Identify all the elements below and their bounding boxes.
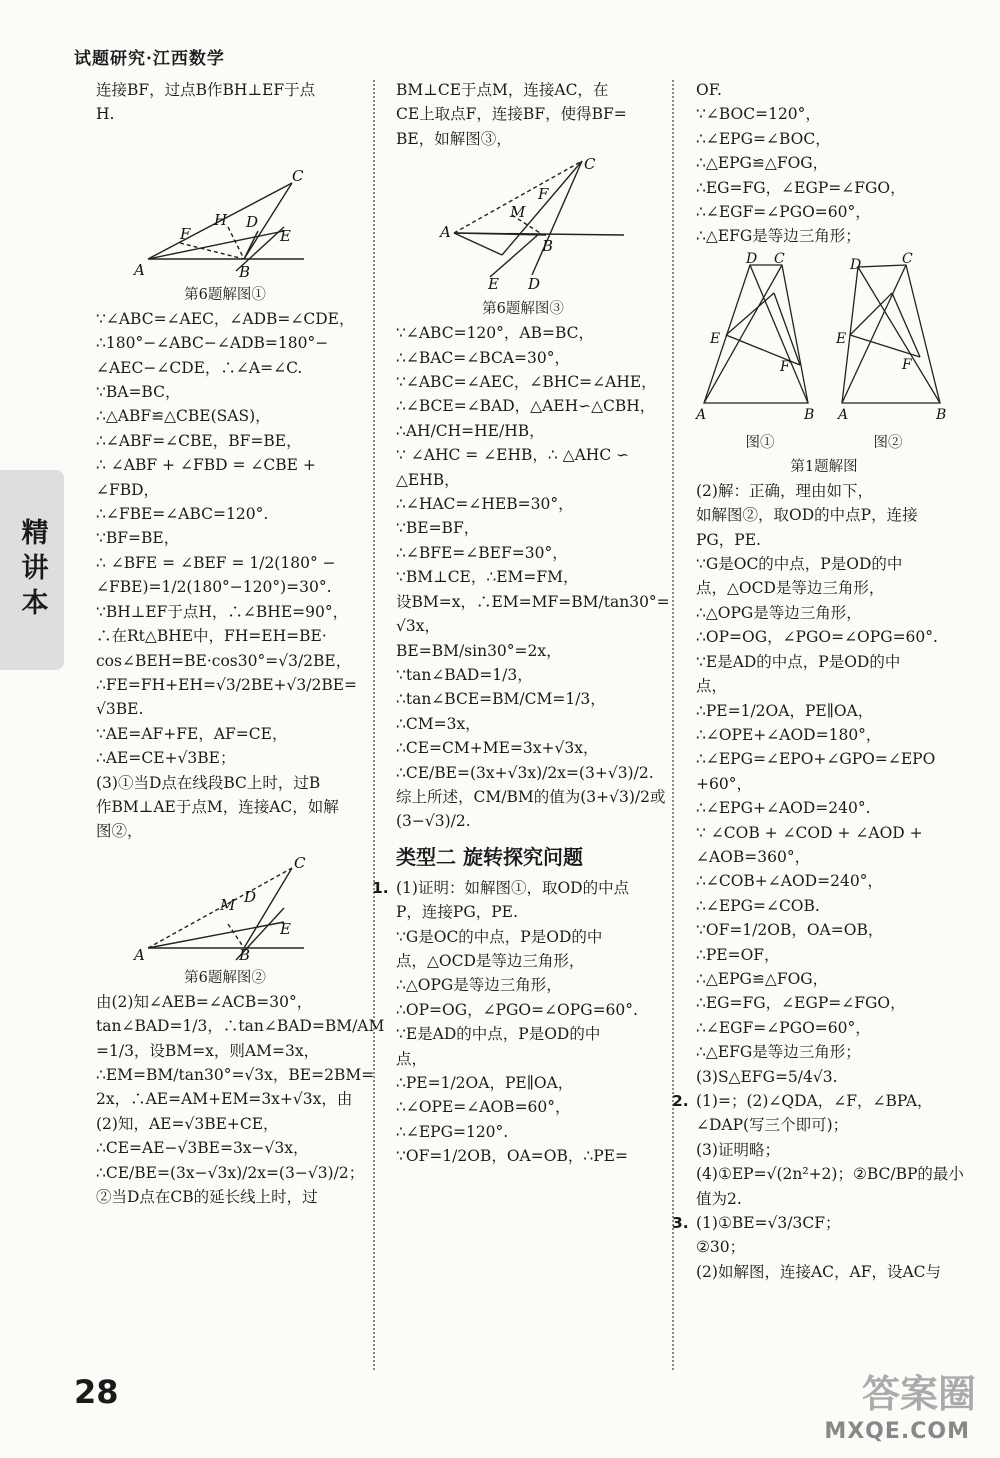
text-line: 综上所述，CM/BM的值为(3+√3)/2或 [396,787,666,806]
figure-6-2 [96,848,354,964]
text-line: ∵∠ABC=∠AEC，∠BHC=∠AHE， [396,373,657,392]
text-line: ∵ ∠AHC = ∠EHB，∴ △AHC ∽ [396,446,630,465]
text-line: ∵∠BOC=120°， [696,105,821,124]
point-label: F [180,224,191,243]
column-2 [372,78,670,1169]
column-divider [373,80,375,1370]
text-line: ∵E是AD的中点，P是OD的中 [696,652,901,671]
question-number: 2. [672,1092,689,1110]
text-line: ∵G是OC的中点，P是OD的中 [396,927,603,946]
text-line: (2)如解图，连接AC，AF，设AC与 [696,1262,942,1281]
text-line: 由(2)知∠AEB=∠ACB=30°， [96,992,313,1011]
point-label: F [902,356,912,373]
text-line: 点， [696,677,728,696]
text-line: ∠FBD， [96,480,160,499]
text-line: ∴∠EPG=120°. [396,1122,509,1141]
point-label: B [239,262,251,281]
text-line: H. [96,105,115,124]
text-line: ∵∠ABC=∠AEC，∠ADB=∠CDE， [96,309,355,328]
point-label: F [780,358,790,375]
text-line: ∵BF=BE， [96,529,180,548]
point-label: E [280,919,291,938]
section-title: 类型二 旋转探究问题 [396,844,583,869]
text-line: ∴CM=3x， [396,714,481,733]
figure-label: 图② [873,434,903,451]
text-line: ∴∠EGF=∠PGO=60°， [696,1018,871,1037]
figure-6-3-diagram [396,155,650,295]
text-line: ∠AEC−∠CDE，∴∠A=∠C. [96,358,303,377]
text-line: ∴180°−∠ABC−∠ADB=180°− [96,334,329,353]
text-line: 作BM⊥AE于点M，连接AC，如解 [96,797,339,816]
text-line: ∴OP=OG，∠PGO=∠OPG=60°. [696,628,938,647]
page-header: 试题研究·江西数学 [74,49,225,69]
figure-1-diagram [696,250,952,433]
point-label: D [850,256,862,273]
text-line: ∴ ∠ABF + ∠FBD = ∠CBE + [96,456,316,475]
text-line: ∴∠OPE=∠AOB=60°， [396,1098,571,1117]
point-label: C [292,166,304,185]
point-label: A [696,406,707,423]
text-line: ∵E是AD的中点，P是OD的中 [396,1025,601,1044]
text-line: ∴△EPG≌△FOG， [696,969,829,988]
text-line: ∵∠ABC=120°，AB=BC， [396,324,595,343]
point-label: A [838,406,849,423]
point-label: A [440,223,451,242]
text-line: ∴PE=1/2OA，PE∥OA， [396,1074,574,1092]
text-line: ②30； [696,1238,746,1257]
text-line: √3x， [396,617,440,636]
text-line: BE，如解图③， [396,129,512,148]
figure-1 [696,250,952,453]
point-label: F [538,185,549,204]
point-label: A [134,945,145,964]
text-line: ∠FBE)=1/2(180°−120°)=30°. [96,578,332,597]
text-line: (3)S△EFG=5/4√3. [696,1067,838,1086]
column-divider [672,80,674,1370]
text-line: (3−√3)/2. [396,812,471,831]
text-line: 2x，∴AE=AM+EM=3x+√3x，由 [96,1090,353,1109]
text-line: +60°， [696,774,752,793]
column-1 [96,78,385,1209]
text-line: ∵BA=BC， [96,383,181,402]
text-line: ∴EG=FG，∠EGP=∠FGO， [696,178,906,197]
text-line: 设BM=x，∴EM=MF=BM/tan30°= [396,592,670,611]
text-line: ∴CE/BE=(3x−√3x)/2x=(3−√3)/2； [96,1163,365,1182]
text-line: ∴EG=FG，∠EGP=∠FGO， [696,994,906,1013]
point-label: C [902,250,913,267]
figure-6-2-diagram [96,848,354,964]
point-label: B [936,406,947,423]
column-3 [672,78,964,1284]
text-line: ∴CE=AE−√3BE=3x−√3x， [96,1139,309,1158]
text-line: ∴△OPG是等边三角形， [396,976,562,995]
text-line: BM⊥CE于点M，连接AC，在 [396,81,609,99]
text-line: ∠AOB=360°， [696,847,811,866]
text-line: ∴∠EPG=∠BOC， [696,129,831,148]
text-line: CE上取点F，连接BF，使得BF= [396,105,627,124]
text-line: √3BE. [96,700,144,719]
text-line: ∵BE=BF， [396,519,480,538]
text-line: ∴∠EPG=∠EPO+∠GPO=∠EPO [696,750,936,769]
point-label: E [280,226,291,245]
text-line: ∴∠EPG+∠AOD=240°. [696,799,871,818]
text-line: P，连接PG，PE. [396,903,518,922]
text-line: ∵BH⊥EF于点H，∴∠BHE=90°， [96,602,349,621]
text-line: 值为2. [696,1189,742,1208]
text-line: ∴CE/BE=(3x+√3x)/2x=(3+√3)/2. [396,763,654,782]
text-line: ∵G是OC的中点，P是OD的中 [696,555,903,574]
text-line: (1)①BE=√3/3CF； [696,1214,841,1233]
text-line: ∴EM=BM/tan30°=√3x，BE=2BM= [96,1065,375,1084]
text-line: ∴在Rt△BHE中，FH=EH=BE· [96,627,327,646]
text-line: ∴AH/CH=HE/HB， [396,421,545,440]
text-line: ∴∠FBE=∠ABC=120°. [96,505,269,524]
point-label: B [804,406,815,423]
figure-caption: 第6题解图② [184,969,266,986]
text-line: (4)①EP=√(2n²+2)；②BC/BP的最小 [696,1165,964,1184]
point-label: A [134,260,145,279]
text-line: ∴△OPG是等边三角形， [696,603,862,622]
side-tab-label: 精讲本 [16,517,48,623]
figure-caption: 第6题解图③ [482,301,564,318]
text-line: =1/3，设BM=x，则AM=3x， [96,1041,320,1060]
text-line: ∴∠BAC=∠BCA=30°， [396,348,570,367]
figure-label: 图① [745,434,775,451]
watermark-logo: 答案圈 [861,1372,976,1416]
text-line: PG，PE. [696,530,761,549]
text-line: ∴FE=FH+EH=√3/2BE+√3/2BE= [96,675,358,694]
text-line: BE=BM/sin30°=2x， [396,641,562,660]
text-line: 图②， [96,822,143,841]
figure-caption: 第1题解图 [790,458,858,475]
text-line: cos∠BEH=BE·cos30°=√3/2BE， [96,651,352,670]
text-line: ∴∠OPE+∠AOD=180°， [696,725,882,744]
text-line: ∵BM⊥CE，∴EM=FM， [396,568,579,587]
point-label: B [542,237,554,256]
text-line: ∴∠HAC=∠HEB=30°， [396,495,574,514]
point-label: C [294,853,306,872]
text-line: ∵ ∠COB + ∠COD + ∠AOD + [696,823,923,842]
point-label: D [528,275,541,294]
text-line: ∴PE=OF， [696,945,780,964]
text-line: 点，△OCD是等边三角形， [396,951,585,970]
point-label: D [246,212,259,231]
point-label: E [488,275,499,294]
point-label: C [584,155,596,174]
text-line: ②当D点在CB的延长线上时，过 [96,1188,318,1206]
text-line: ∵OF=1/2OB，OA=OB，∴PE= [396,1147,628,1166]
figure-caption: 第6题解图① [184,286,266,303]
text-line: ∴∠ABF=∠CBE，BF=BE， [96,431,302,450]
text-line: ∴AE=CE+√3BE； [96,749,236,768]
question-number: 3. [672,1214,689,1233]
side-tab [0,470,64,670]
point-label: E [710,330,721,347]
text-line: 点， [396,1049,428,1068]
point-label: D [244,887,257,906]
text-line: ∴OP=OG，∠PGO=∠OPG=60°. [396,1000,638,1019]
text-line: ∵tan∠BAD=1/3， [396,665,533,684]
text-line: (3)①当D点在线段BC上时，过B [96,773,321,792]
figure-6-1 [96,131,354,281]
text-line: ∴∠BCE=∠BAD，△AEH∽△CBH， [396,397,656,416]
text-line: 连接BF，过点B作BH⊥EF于点 [96,81,316,99]
text-line: ∴∠COB+∠AOD=240°， [696,872,883,891]
point-label: M [220,895,236,914]
text-line: 如解图②，取OD的中点P，连接 [696,506,918,525]
text-line: (3)证明略； [696,1140,780,1159]
text-line: ∴△ABF≌△CBE(SAS)， [96,407,271,426]
text-line: ∴△EFG是等边三角形； [696,1043,861,1062]
text-line: ∴△EFG是等边三角形； [696,227,861,246]
point-label: C [774,250,785,267]
point-label: D [746,250,758,267]
figure-6-3 [396,155,650,295]
text-line: (1)=；(2)∠QDA，∠F，∠BPA， [696,1092,933,1110]
text-line: ∴△EPG≌△FOG， [696,154,829,173]
text-line: ∵AE=AF+FE，AF=CE， [96,724,288,743]
point-label: M [510,203,526,222]
watermark-site: MXQE.COM [824,1419,970,1444]
figure-6-1-diagram [96,131,354,281]
text-line: ∴∠EGF=∠PGO=60°， [696,203,871,222]
text-line: tan∠BAD=1/3，∴tan∠BAD=BM/AM [96,1017,385,1036]
text-line: 点，△OCD是等边三角形， [696,579,885,598]
text-line: (2)解：正确，理由如下， [696,481,873,500]
page-number: 28 [74,1373,119,1411]
text-line: ∴tan∠BCE=BM/CM=1/3， [396,690,606,709]
text-line: OF. [696,81,722,99]
text-line: ∴∠BFE=∠BEF=30°， [396,543,568,562]
point-label: H [214,210,228,229]
text-line: ∠DAP(写三个即可)； [696,1116,849,1135]
text-line: ∵OF=1/2OB，OA=OB， [696,921,884,940]
text-line: ∴∠EPG=∠COB. [696,896,820,915]
text-line: (1)证明：如解图①，取OD的中点 [396,878,630,897]
question-number: 1. [372,878,389,897]
text-line: ∴ ∠BFE = ∠BEF = 1/2(180° − [96,553,336,572]
text-line: △EHB， [396,470,460,489]
text-line: (2)知，AE=√3BE+CE， [96,1114,279,1133]
text-line: ∴CE=CM+ME=3x+√3x， [396,739,599,758]
text-line: ∴PE=1/2OA，PE∥OA， [696,701,874,720]
point-label: E [836,330,847,347]
point-label: B [239,945,251,964]
